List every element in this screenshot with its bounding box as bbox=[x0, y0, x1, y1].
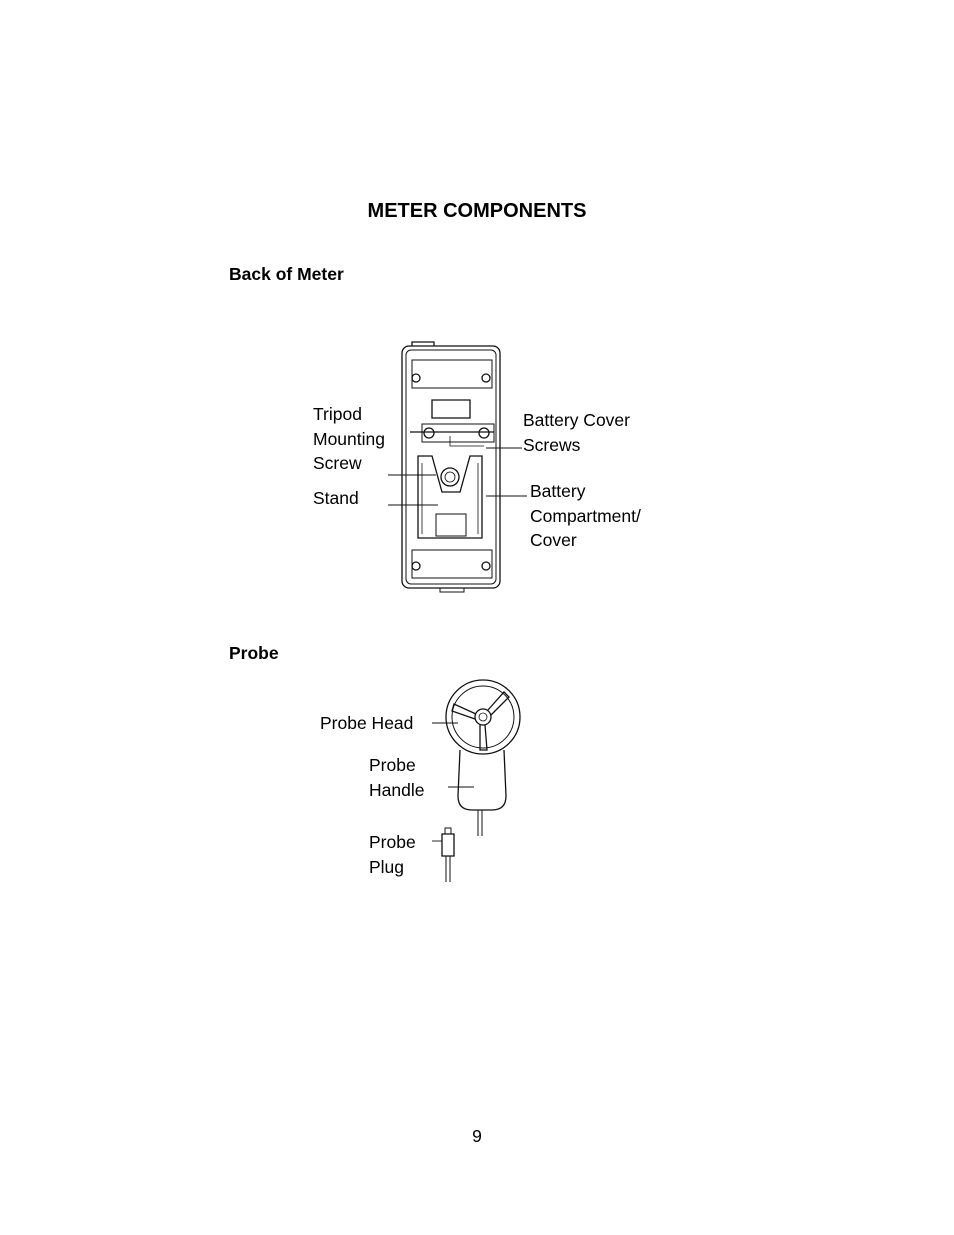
probe-handle-outline bbox=[458, 750, 506, 810]
label-stand: Stand bbox=[313, 488, 359, 508]
corner-screw-icon bbox=[482, 562, 490, 570]
stand-foot bbox=[436, 514, 466, 536]
tripod-screw-icon bbox=[441, 468, 459, 486]
meter-back-illustration bbox=[384, 338, 530, 598]
label-probe-plug: Probe Plug bbox=[369, 832, 416, 877]
meter-top-panel bbox=[412, 360, 492, 388]
label-battery-cover-screws: Battery Cover Screws bbox=[523, 410, 630, 455]
impeller-blade bbox=[452, 704, 476, 719]
label-probe-head: Probe Head bbox=[320, 713, 414, 733]
battery-cover-screw-icon bbox=[479, 428, 489, 438]
corner-screw-icon bbox=[412, 374, 420, 382]
probe-head-ring bbox=[446, 680, 520, 754]
probe-illustration bbox=[430, 678, 540, 888]
probe-plug-body bbox=[442, 834, 454, 856]
corner-screw-icon bbox=[412, 562, 420, 570]
label-battery-compartment-cover: Battery Compartment/ Cover bbox=[530, 481, 641, 550]
impeller-blade bbox=[480, 725, 487, 750]
section-heading-back-of-meter: Back of Meter bbox=[229, 264, 344, 284]
probe-hub-icon bbox=[475, 709, 491, 725]
page-title: METER COMPONENTS bbox=[367, 200, 587, 222]
corner-screw-icon bbox=[482, 374, 490, 382]
meter-bottom-panel bbox=[412, 550, 492, 578]
section-heading-probe: Probe bbox=[229, 643, 279, 663]
battery-cover-screw-icon bbox=[424, 428, 434, 438]
meter-label-plate bbox=[432, 400, 470, 418]
label-tripod-mounting-screw: Tripod Mounting Screw bbox=[313, 404, 385, 473]
battery-cover-top bbox=[422, 424, 494, 442]
page-number: 9 bbox=[472, 1126, 482, 1146]
label-probe-handle: Probe Handle bbox=[369, 755, 425, 800]
screws-leader-branch bbox=[450, 436, 484, 446]
